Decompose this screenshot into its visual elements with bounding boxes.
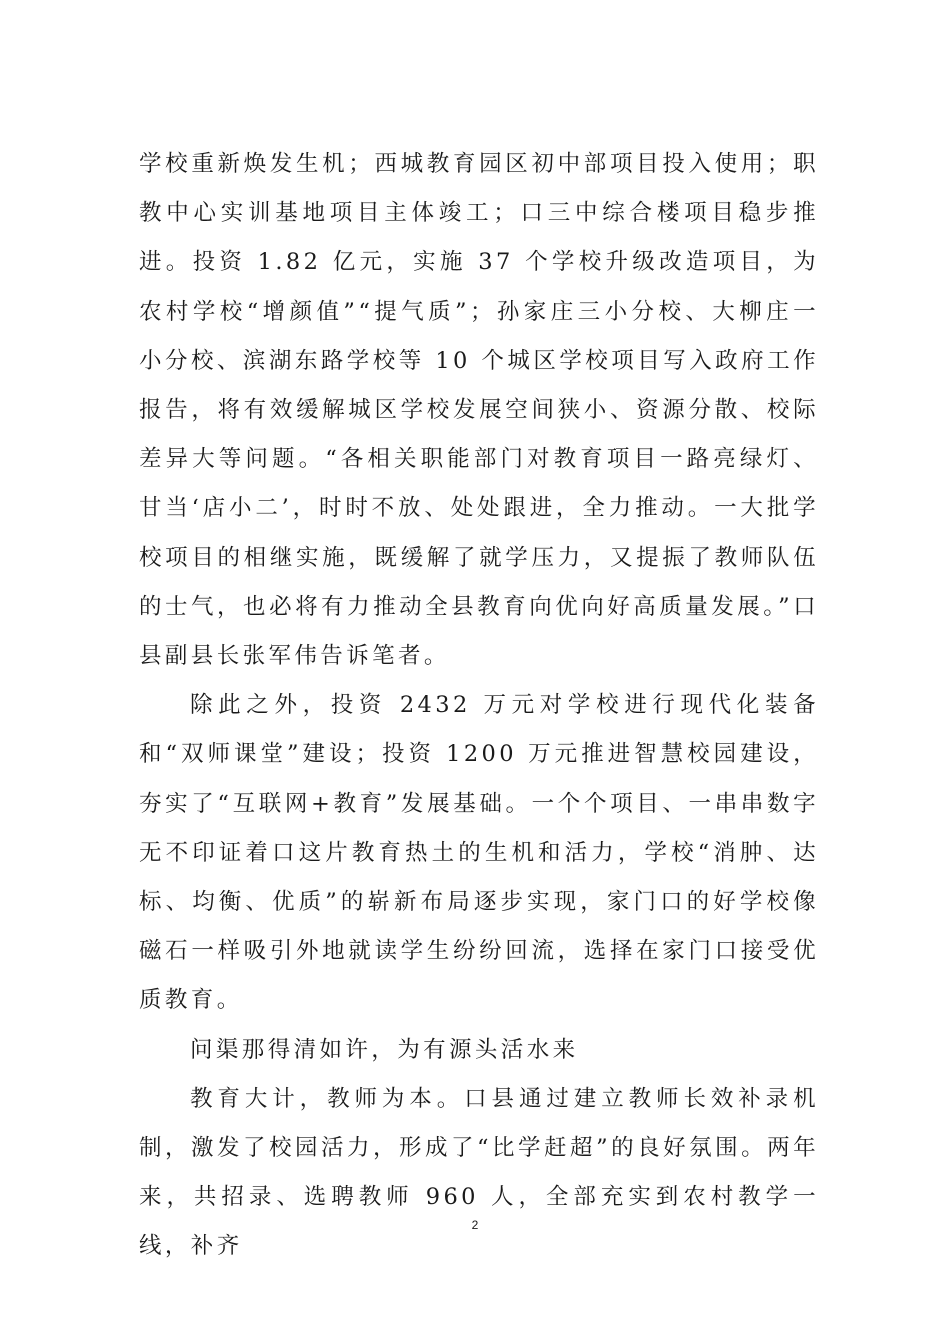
body-text	[139, 140, 819, 1272]
page-number: 2	[471, 1218, 479, 1232]
paragraph-school-projects: 学校重新焕发生机；西城教育园区初中部项目投入使用；职教中心实训基地项目主体竣工；口三中综合楼项目稳步推进。投资 1.82 亿元，实施 37 个学校升级改造项目，为农村学校“增颜值”“提气质”；孙家庄三小分校、大柳庄一小分校、滨湖东路学校等 10 个城区学校项目写入政府工作报告，将有效缓解城区学校发展空间狭小、资源分散、校际差异大等问题。“各相关职能部门对教育项目一路亮绿灯、甘当‘店小二’，时时不放、处处跟进，全力推动。一大批学校项目的相继实施，既缓解了就学压力，又提振了教师队伍的士气，也必将有力推动全县教育向优向好高质量发展。”口县副县长张军伟告诉笔者。	[139, 151, 819, 670]
section-heading: 问渠那得清如许，为有源头活水来	[190, 1036, 579, 1063]
paragraph-investment: 除此之外，投资 2432 万元对学校进行现代化装备和“双师课堂”建设；投资 1200 万元推进智慧校园建设，夯实了“互联网+教育”发展基础。一个个项目、一串串数字无不印证着口这片教育热土的生机和活力，学校“消肿、达标、均衡、优质”的崭新布局逐步实现，家门口的好学校像磁石一样吸引外地就读学生纷纷回流，选择在家门口接受优质教育。	[139, 692, 819, 1014]
paragraph-teachers: 教育大计，教师为本。口县通过建立教师长效补录机制，激发了校园活力，形成了“比学赶超”的良好氛围。两年来，共招录、选聘教师 960 人，全部充实到农村教学一线，补齐	[139, 1085, 819, 1260]
